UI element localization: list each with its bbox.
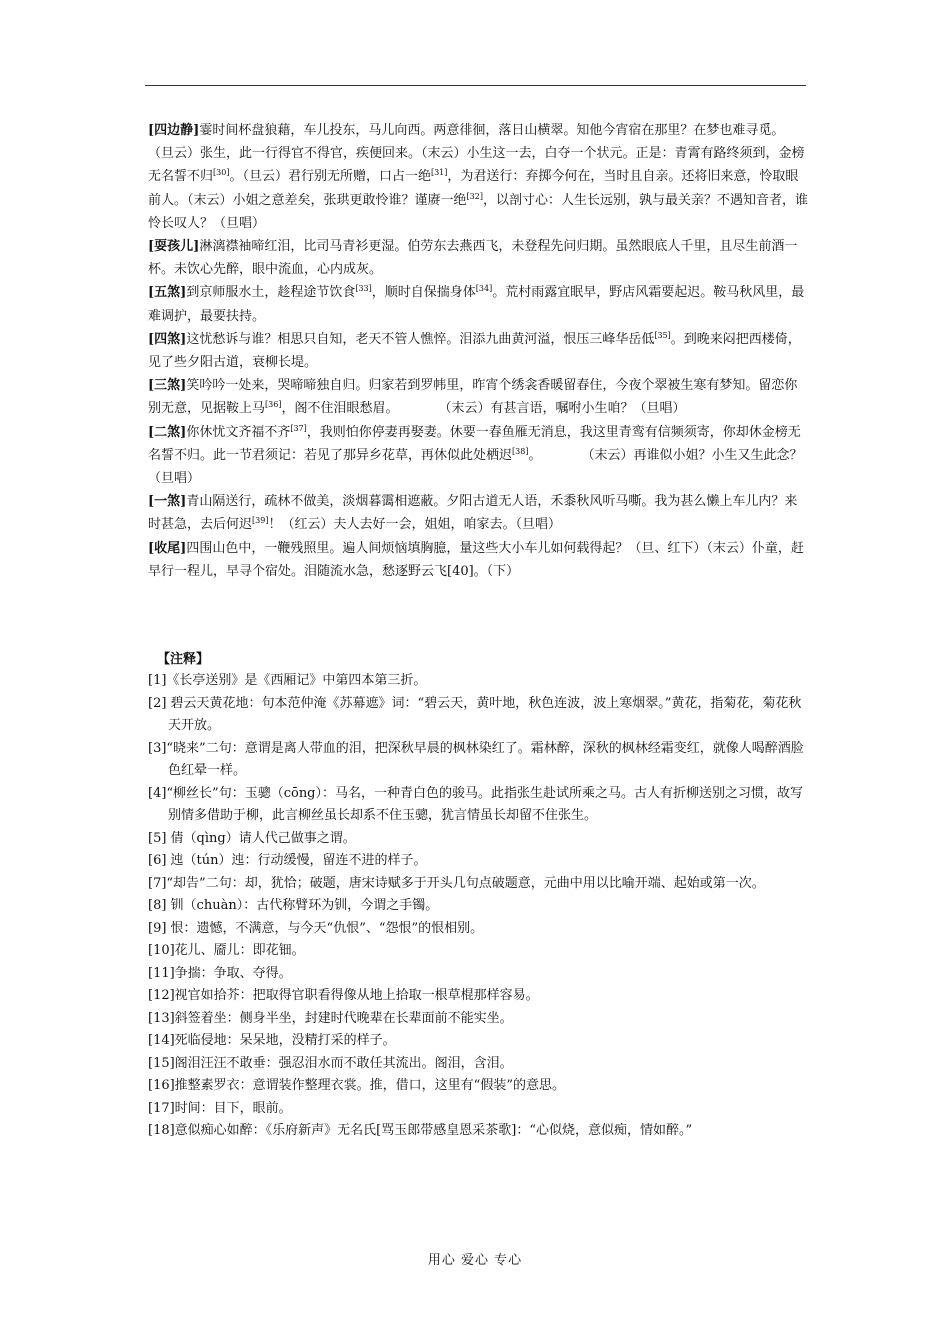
tune-name: [四煞] <box>148 331 187 347</box>
notes-heading: 【注释】 <box>157 652 210 667</box>
header-rule <box>145 85 806 86</box>
footnote-ref: [39] <box>252 516 269 526</box>
verse-text: ，以剖寸心：人生长远别，孰与最关亲？不遇知音者，谁怜长叹人？（旦唱） <box>148 192 808 231</box>
notes-list <box>148 670 808 1143</box>
tune-name: [四边静] <box>148 123 200 138</box>
note-item: [1]《长亭送别》是《西厢记》中第四本第三折。 <box>148 673 427 688</box>
verse-text: 笑吟吟一处来，哭啼啼独自归。归家若到罗帏里，昨宵个绣衾香暖留春住，今夜个翠被生寒有梦知。留恋你别无意，见据鞍上马 <box>148 378 798 417</box>
script-paragraph <box>148 374 808 420</box>
verse-text: ，阁不住泪眼愁眉。 <box>281 401 399 417</box>
note-item: [18]意似痴心如醉：《乐府新声》无名氏[骂玉郎带感皇恩采茶歌]：“心似烧，意似痴，情如醉。” <box>148 1123 693 1138</box>
script-paragraph <box>148 421 808 491</box>
tune-name: [一煞] <box>148 494 187 510</box>
note-item: [2] 碧云天黄花地：句本范仲淹《苏幕遮》词：“碧云天，黄叶地，秋色连波，波上寒烟翠。”黄花，指菊花，菊花秋天开放。 <box>148 695 802 733</box>
script-paragraph <box>148 142 808 235</box>
verse-text: （旦云）张生，此一行得官不得官，疾便回来。（末云）小生这一去，白夺一个状元。正是：青霄有路终须到，金榜无名誓不归 <box>148 146 805 185</box>
verse-text: 到京师服水土，趁程途节饮食 <box>186 285 356 301</box>
footnote-ref: [32] <box>466 191 483 201</box>
verse-text: ，我则怕你停妻再娶妻。休要一春鱼雁无消息，我这里青鸾有信频须寄，你却休金榜无名誓不归。此一节君须记：若见了那异乡花草，再休似此处栖迟 <box>148 424 801 463</box>
footnote-ref: [35] <box>654 330 671 340</box>
note-item: [6] 迍（tún）迍：行动缓慢，留连不进的样子。 <box>148 853 427 868</box>
tune-name: [三煞] <box>148 378 187 394</box>
verse-text: ！（红云）夫人去好一会，姐姐，咱家去。（旦唱） <box>268 517 561 533</box>
footnote-ref: [31] <box>430 168 448 178</box>
script-paragraph <box>148 235 808 281</box>
verse-text: （末云）再谁似小姐？小生又生此念？（旦唱） <box>148 447 803 487</box>
verse-text: 淋漓襟袖啼红泪，比司马青衫更湿。伯劳东去燕西飞，未登程先问归期。虽然眼底人千里，且尽生前酒一杯。未饮心先醉，眼中流血，心内成灰。 <box>148 239 798 278</box>
footnote-ref: [38] <box>512 446 529 456</box>
verse-text: 青山隔送行，疏林不做美，淡烟暮霭相遮蔽。夕阳古道无人语，禾黍秋风听马嘶。我为甚么懒上车儿内？来时甚急，去后何迟 <box>148 494 798 533</box>
verse-text: 这忧愁诉与谁？相思只自知，老天不管人憔悴。泪添九曲黄河溢，恨压三峰华岳低 <box>186 331 655 347</box>
script-paragraph <box>148 537 808 583</box>
footnote-ref: [37] <box>290 423 307 433</box>
note-item: [16]推整素罗衣：意谓装作整理衣裳。推，借口，这里有“假装”的意思。 <box>148 1078 565 1093</box>
note-item: [8] 钏（chuàn）：古代称臂环为钏，今谓之手镯。 <box>148 898 439 913</box>
note-item: [10]花儿、靥儿：即花钿。 <box>148 943 305 958</box>
script-paragraph <box>148 328 808 374</box>
verse-text: 你休忧文齐福不齐 <box>186 424 291 440</box>
verse-text: 。 <box>528 447 542 463</box>
note-item: [14]死临侵地：呆呆地，没精打采的样子。 <box>148 1033 396 1048</box>
verse-text: 。（旦云）君行别无所赠，口占一绝 <box>229 169 431 185</box>
note-item: [13]斜签着坐：侧身半坐，封建时代晚辈在长辈面前不能实坐。 <box>148 1010 513 1026</box>
footnote-ref: [36] <box>265 400 282 410</box>
note-item: [12]视官如拾芥：把取得官职看得像从地上拾取一根草棍那样容易。 <box>148 988 539 1003</box>
note-item: [7]“却告”二句：却，犹恰；破题，唐宋诗赋多于开头几句点破题意，元曲中用以比喻开端、起始或第一次。 <box>148 875 765 891</box>
footnote-ref: [30] <box>213 168 230 178</box>
tune-name: [耍孩儿] <box>148 239 200 255</box>
note-item: [11]争揣：争取、夺得。 <box>148 965 292 981</box>
verse-text: 。荒村雨露宜眠早，野店风霜要起迟。鞍马秋风里，最难调护，最要扶持。 <box>148 285 805 324</box>
script-text <box>148 119 808 583</box>
note-item: [15]阁泪汪汪不敢垂：强忍泪水而不敢任其流出。阁泪，含泪。 <box>148 1055 513 1071</box>
tune-name: [二煞] <box>148 424 187 440</box>
tune-name: [收尾] <box>148 540 187 556</box>
script-paragraph <box>148 119 808 142</box>
verse-text: 。到晚来闷把西楼倚，见了些夕阳古道，衰柳长堤。 <box>148 331 801 371</box>
verse-text: （末云）有甚言语，嘱咐小生咱？（旦唱） <box>438 401 686 417</box>
note-item: [9] 恨：遗憾，不满意，与今天“仇恨”、“怨恨”的恨相别。 <box>148 920 484 936</box>
note-item: [4]“柳丝长”句：玉骢（cōng）：马名，一种青白色的骏马。此指张生赴试所乘之马。古人有折柳送别之习惯，故写别情多借助于柳，此言柳丝虽长却系不住玉骢，犹言情虽长却留不住张生。 <box>148 785 804 823</box>
note-item: [3]“晓来”二句：意谓是离人带血的泪，把深秋早晨的枫林染红了。霜林醉，深秋的枫林经霜变红，就像人喝醉酒脸色红晕一样。 <box>148 740 804 778</box>
footnote-ref: [33] <box>355 284 372 294</box>
note-item: [17]时间：目下，眼前。 <box>148 1100 292 1116</box>
tune-name: [五煞] <box>148 285 187 301</box>
page-footer: 用心 爱心 专心 <box>427 1253 523 1268</box>
verse-text: ，顺时自保揣身体 <box>371 285 476 301</box>
verse-text: 霎时间杯盘狼藉，车儿投东，马儿向西。两意徘徊，落日山横翠。知他今宵宿在那里？在梦也难寻觅。 <box>199 123 785 138</box>
verse-text: 四围山色中，一鞭残照里。遍人间烦恼填胸臆，量这些大小车儿如何载得起？（旦、红下）（末云）仆童，赶早行一程儿，早寻个宿处。泪随流水急，愁逐野云飞[40]。（下） <box>148 540 804 579</box>
script-paragraph <box>148 490 808 536</box>
note-item: [5] 倩（qìng）请人代己做事之谓。 <box>148 830 356 846</box>
footnote-ref: [34] <box>475 284 493 294</box>
script-paragraph <box>148 281 808 327</box>
verse-text: ，为君送行：弃掷今何在，当时且自亲。还将旧来意，怜取眼前人。（末云）小姐之意差矣，张珙更敢怜谁？谨赓一绝 <box>148 169 799 208</box>
